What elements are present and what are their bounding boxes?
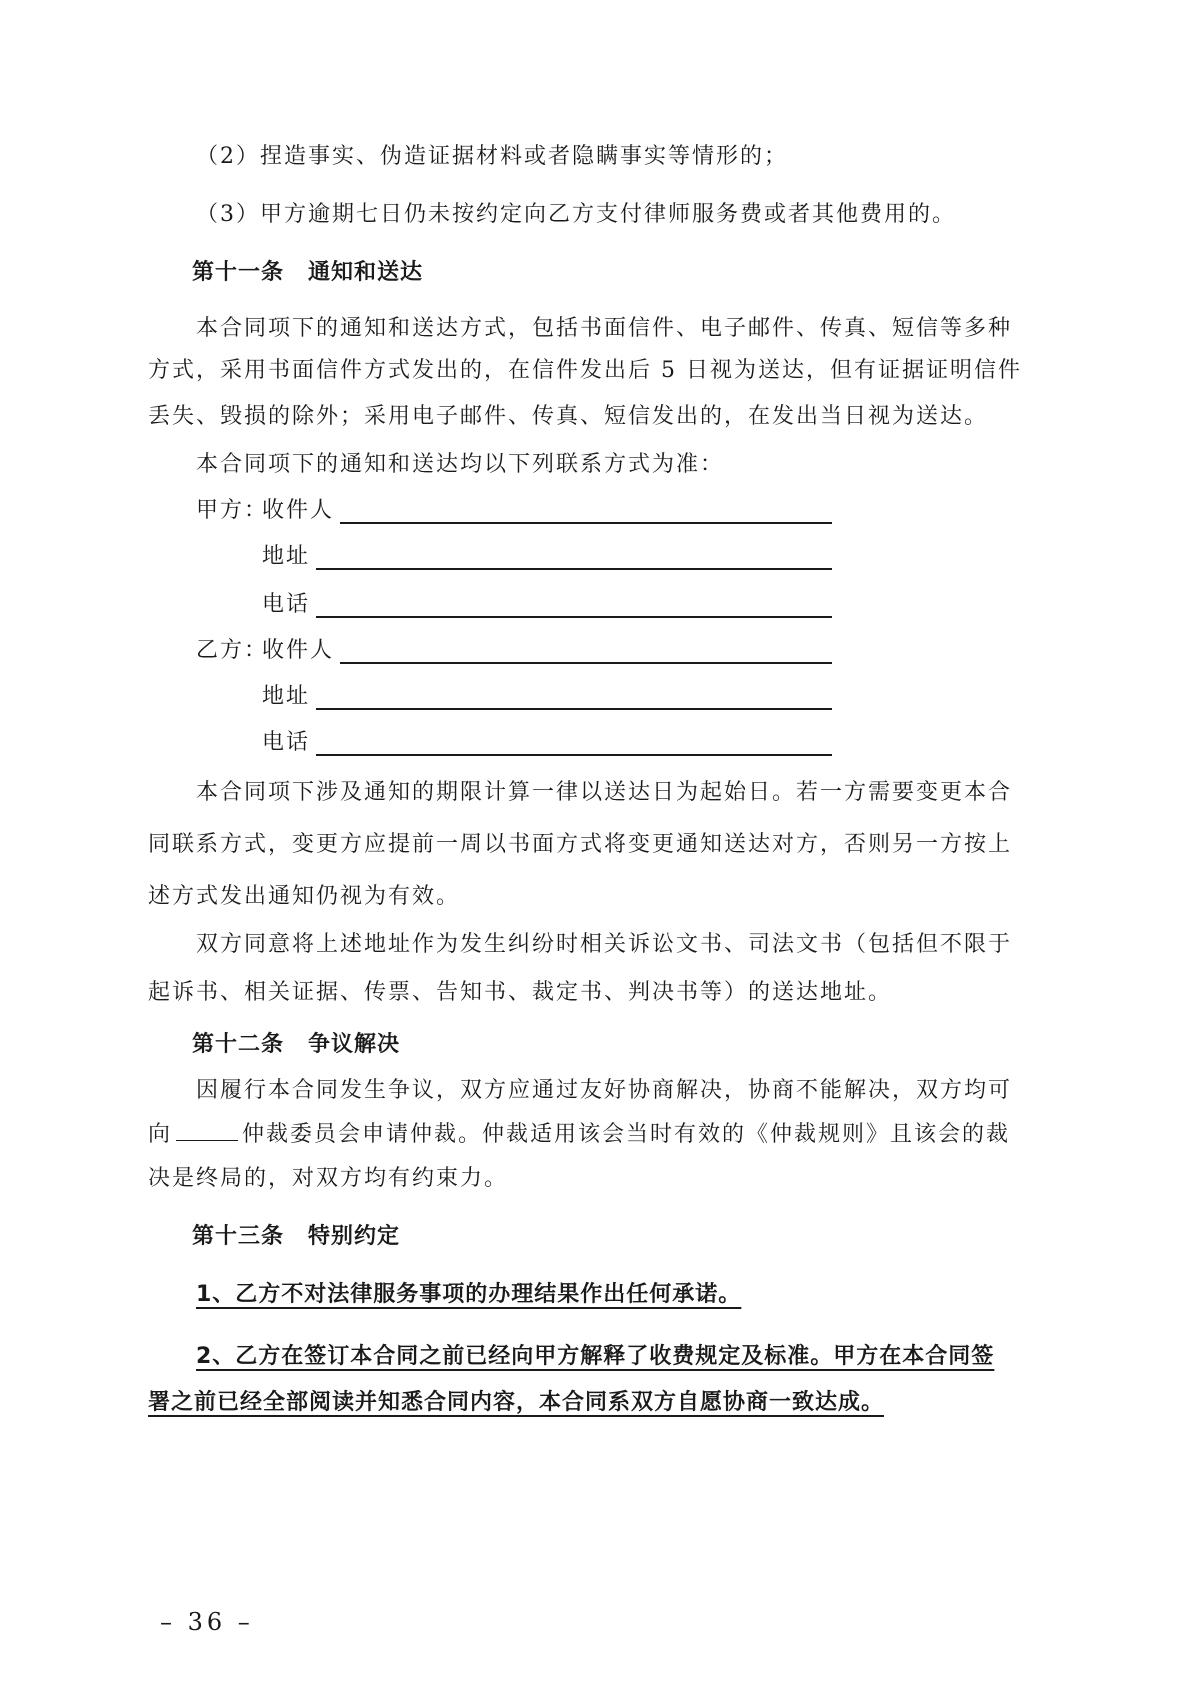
clause11-para3-line3: 述方式发出通知仍视为有效。 bbox=[148, 884, 461, 909]
clause10-item-3: （3）甲方逾期七日仍未按约定向乙方支付律师服务费或者其他费用的。 bbox=[196, 202, 956, 227]
clause12-title: 争议解决 bbox=[308, 1032, 401, 1057]
clause12-line2-post: 仲裁委员会申请仲裁。仲裁适用该会当时有效的《仲裁规则》且该会的裁 bbox=[242, 1122, 1011, 1147]
clause13-item2-line2: 署之前已经全部阅读并知悉合同内容，本合同系双方自愿协商一致达成。 bbox=[148, 1390, 885, 1415]
party-a-recipient-blank[interactable] bbox=[340, 522, 832, 524]
clause13-title: 特别约定 bbox=[308, 1224, 401, 1249]
clause11-number: 第十一条 bbox=[192, 260, 285, 285]
party-a-address-label: 地址 bbox=[262, 544, 311, 569]
clause12-heading bbox=[192, 1030, 400, 1060]
party-a-recipient-row bbox=[196, 496, 836, 526]
clause11-para1-line2: 方式，采用书面信件方式发出的，在信件发出后 5 日视为送达，但有证据证明信件 bbox=[148, 358, 1022, 383]
party-a-prefix: 甲方： bbox=[196, 498, 269, 523]
clause13-heading bbox=[192, 1222, 400, 1252]
party-a-phone-label: 电话 bbox=[262, 592, 311, 617]
clause11-para3-line1: 本合同项下涉及通知的期限计算一律以送达日为起始日。若一方需要变更本合 bbox=[196, 780, 1013, 805]
party-a-recipient-label: 收件人 bbox=[262, 498, 335, 523]
clause13-number: 第十三条 bbox=[192, 1224, 285, 1249]
party-b-phone-label: 电话 bbox=[262, 730, 311, 755]
clause11-para1-line3: 丢失、毁损的除外；采用电子邮件、传真、短信发出的，在发出当日视为送达。 bbox=[148, 404, 989, 429]
party-b-recipient-blank[interactable] bbox=[340, 662, 832, 664]
clause13-item1: 1、乙方不对法律服务事项的办理结果作出任何承诺。 bbox=[196, 1282, 742, 1307]
clause12-line2 bbox=[148, 1120, 1010, 1150]
clause11-para1-line1: 本合同项下的通知和送达方式，包括书面信件、电子邮件、传真、短信等多种 bbox=[196, 316, 1013, 341]
arbitration-body-blank[interactable] bbox=[176, 1122, 238, 1141]
clause11-para4-line2: 起诉书、相关证据、传票、告知书、裁定书、判决书等）的送达地址。 bbox=[148, 980, 893, 1005]
party-b-recipient-label: 收件人 bbox=[262, 638, 335, 663]
party-b-address-row bbox=[262, 682, 836, 712]
party-a-phone-row bbox=[262, 590, 836, 620]
clause11-para3-line2: 同联系方式，变更方应提前一周以书面方式将变更通知送达对方，否则另一方按上 bbox=[148, 832, 1013, 857]
clause10-item-2: （2）捏造事实、伪造证据材料或者隐瞒事实等情形的； bbox=[196, 144, 788, 169]
party-a-address-blank[interactable] bbox=[316, 568, 832, 570]
party-b-phone-blank[interactable] bbox=[316, 754, 832, 756]
party-a-phone-blank[interactable] bbox=[316, 616, 832, 618]
party-b-address-label: 地址 bbox=[262, 684, 311, 709]
party-a-address-row bbox=[262, 542, 836, 572]
clause11-para2: 本合同项下的通知和送达均以下列联系方式为准： bbox=[196, 452, 725, 477]
party-b-phone-row bbox=[262, 728, 836, 758]
party-b-recipient-row bbox=[196, 636, 836, 666]
clause12-line2-pre: 向 bbox=[148, 1122, 173, 1147]
clause12-number: 第十二条 bbox=[192, 1032, 285, 1057]
clause12-line3: 决是终局的，对双方均有约束力。 bbox=[148, 1166, 509, 1191]
page-number: – 36 – bbox=[160, 1608, 254, 1636]
clause13-item2-line1: 2、乙方在签订本合同之前已经向甲方解释了收费规定及标准。甲方在本合同签 bbox=[196, 1344, 995, 1369]
clause11-heading bbox=[192, 258, 423, 288]
party-b-prefix: 乙方： bbox=[196, 638, 269, 663]
clause12-line1: 因履行本合同发生争议，双方应通过友好协商解决，协商不能解决，双方均可 bbox=[196, 1078, 1013, 1103]
clause11-title: 通知和送达 bbox=[308, 260, 424, 285]
party-b-address-blank[interactable] bbox=[316, 708, 832, 710]
clause11-para4-line1: 双方同意将上述地址作为发生纠纷时相关诉讼文书、司法文书（包括但不限于 bbox=[196, 932, 1013, 957]
